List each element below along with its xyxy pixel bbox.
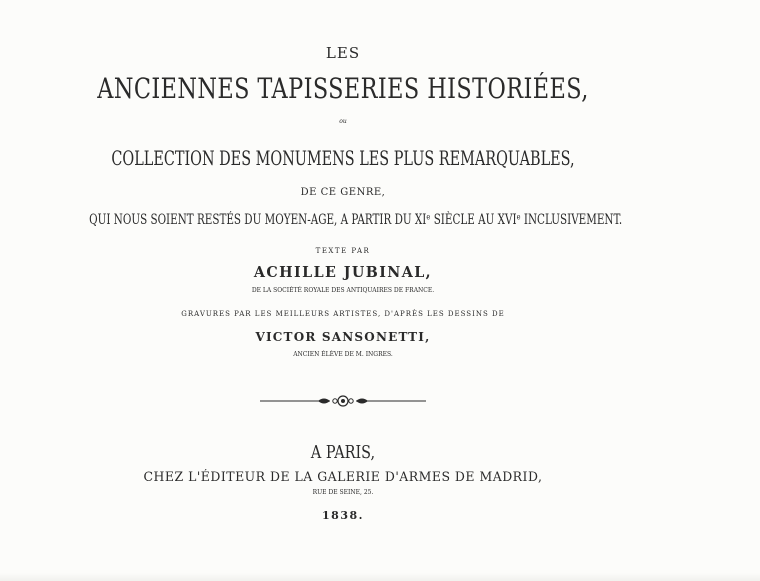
publication-year: 1838. [322, 509, 364, 522]
page-edge-shadow [0, 573, 760, 581]
publisher: CHEZ L'ÉDITEUR DE LA GALERIE D'ARMES DE MADRID, [143, 470, 543, 485]
main-title: ANCIENNES TAPISSERIES HISTORIÉES, [97, 72, 589, 105]
subtitle-collection: COLLECTION DES MONUMENS LES PLUS REMARQUABLES, [111, 146, 575, 170]
author-name: ACHILLE JUBINAL, [253, 263, 433, 281]
author-affiliation: DE LA SOCIÉTÉ ROYALE DES ANTIQUAIRES DE FRANCE. [251, 287, 435, 294]
subtitle-de-ce-genre: DE CE GENRE, [300, 187, 386, 198]
subtitle-period: QUI NOUS SOIENT RESTÉS DU MOYEN-AGE, A PARTIR DU XIᵉ SIÈCLE AU XVIᵉ INCLUSIVEMENT. [89, 212, 623, 228]
place-of-publication: A PARIS, [310, 442, 376, 463]
heading-les: LES [325, 44, 361, 62]
conjunction-ou: ou [339, 118, 347, 125]
engravings-credit: GRAVURES PAR LES MEILLEURS ARTISTES, D'APRÈS LES DESSINS DE [181, 310, 505, 318]
artist-note: ANCIEN ÉLÈVE DE M. INGRES. [293, 351, 393, 358]
publisher-address: RUE DE SEINE, 25. [312, 489, 374, 496]
texte-par-label: TEXTE PAR [315, 247, 371, 255]
ornament-rule-icon [258, 394, 428, 408]
artist-name: VICTOR SANSONETTI, [255, 330, 431, 344]
